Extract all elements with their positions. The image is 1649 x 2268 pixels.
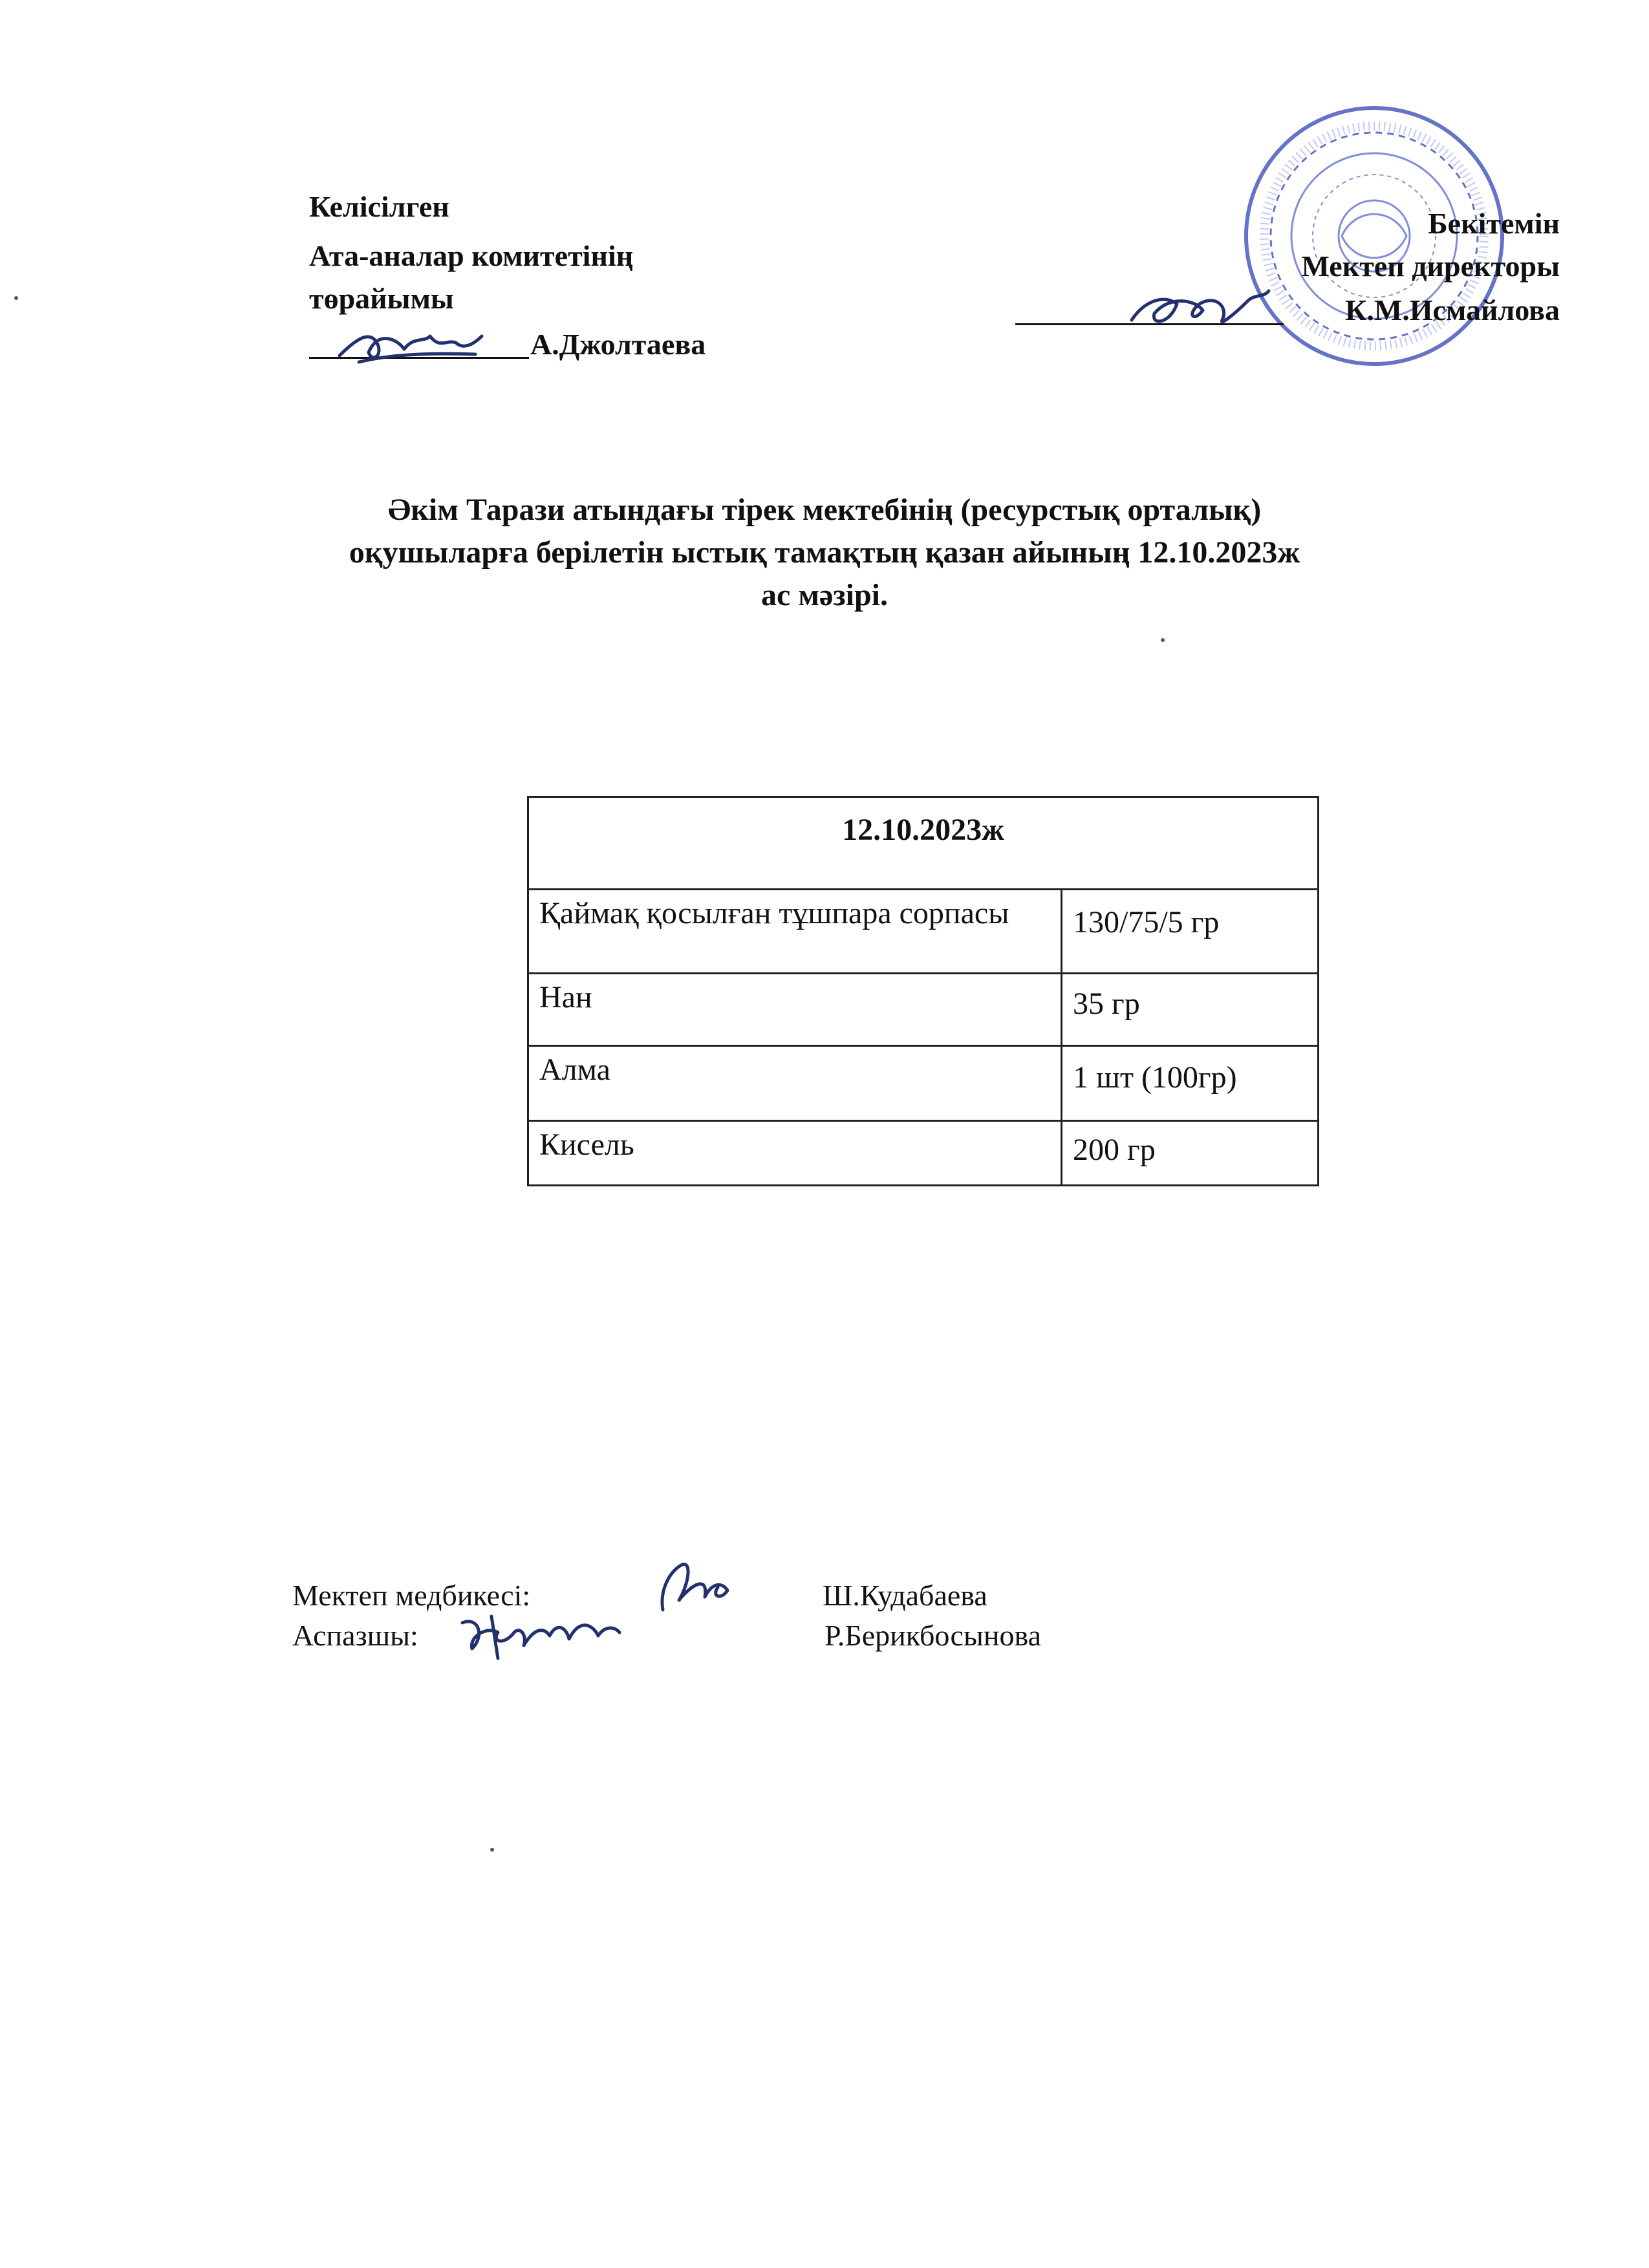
table-header-row	[528, 797, 1319, 890]
scan-speck	[490, 1848, 494, 1852]
nurse-label: Мектеп медбикесі:	[292, 1579, 531, 1612]
table-row	[528, 890, 1319, 974]
agreed-label: Келісілген	[309, 190, 449, 223]
dish-portion: 1 шт (100гр)	[1062, 1046, 1319, 1121]
table-header-date: 12.10.2023ж	[528, 797, 1319, 890]
cook-name: Р.Берикбосынова	[824, 1619, 1042, 1652]
dish-portion: 200 гр	[1062, 1121, 1319, 1186]
chair-line: төрайымы	[309, 282, 454, 315]
dish-name: Кисель	[528, 1121, 1062, 1186]
table-row	[528, 1121, 1319, 1186]
document-title-line3: ас мәзірі.	[761, 578, 888, 612]
approved-name: К.М.Исмайлова	[1345, 294, 1560, 326]
cook-signature	[453, 1597, 627, 1668]
scan-speck	[14, 296, 18, 300]
committee-line: Ата-аналар комитетінің	[309, 239, 634, 272]
dish-name: Қаймақ қосылған тұшпара сорпасы	[528, 890, 1062, 974]
dish-portion: 35 гр	[1062, 974, 1319, 1046]
document-title-line1: Әкім Тарази атындағы тірек мектебінің (ресурстық орталық)	[387, 493, 1262, 527]
director-signature	[1125, 275, 1274, 339]
table-row	[528, 1046, 1319, 1121]
scan-speck	[1161, 638, 1165, 642]
dish-name: Нан	[528, 974, 1062, 1046]
nurse-name: Ш.Кудабаева	[823, 1579, 987, 1612]
dish-portion: 130/75/5 гр	[1062, 890, 1319, 974]
table-row	[528, 974, 1319, 1046]
director-position: Мектеп директоры	[1301, 250, 1560, 283]
document-title-line2: оқушыларға берілетін ыстық тамақтың қазан айының 12.10.2023ж	[349, 535, 1300, 570]
approved-label: Бекітемін	[1428, 207, 1560, 240]
menu-table	[527, 796, 1319, 1186]
nurse-signature	[643, 1552, 740, 1623]
agreed-name: А.Джолтаева	[530, 328, 706, 361]
agreed-signature	[333, 317, 488, 375]
dish-name: Алма	[528, 1046, 1062, 1121]
cook-label: Аспазшы:	[292, 1619, 418, 1652]
